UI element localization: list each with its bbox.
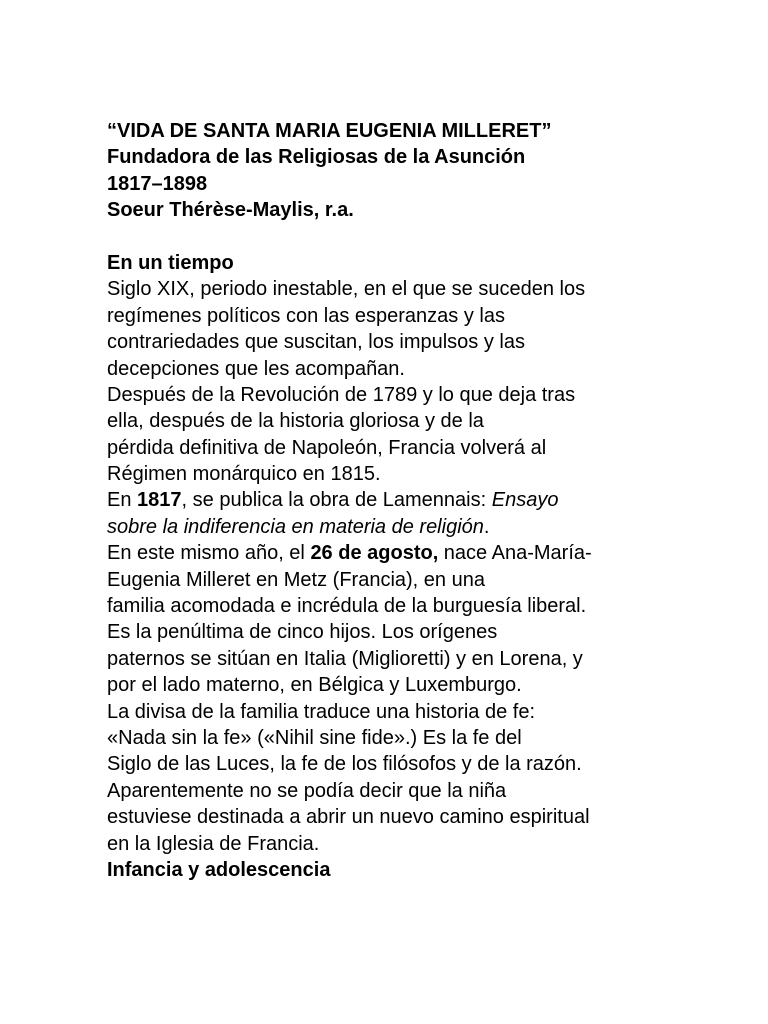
text-span: , se publica la obra de Lamennais:	[181, 489, 492, 512]
paragraph-line: Aparentemente no se podía decir que la niña	[107, 779, 507, 802]
book-title-italic-cont: sobre la indiferencia en materia de religión	[107, 515, 484, 538]
section-heading-infancia: Infancia y adolescencia	[107, 858, 331, 881]
paragraph-line: contrariedades que suscitan, los impulsos y las	[107, 331, 525, 354]
paragraph-line: decepciones que les acompañan.	[107, 357, 405, 380]
book-title-italic: Ensayo	[491, 489, 559, 512]
paragraph-line: paternos se sitúan en Italia (Miglioretti) y en Lorena, y	[107, 647, 583, 670]
year-1817-bold: 1817	[137, 489, 182, 512]
paragraph-line: Régimen monárquico en 1815.	[107, 463, 381, 486]
paragraph-line: Después de la Revolución de 1789 y lo que deja tras	[107, 383, 576, 406]
paragraph-line: Eugenia Milleret en Metz (Francia), en una	[107, 568, 485, 591]
paragraph-line: estuviese destinada a abrir un nuevo camino espiritual	[107, 806, 590, 829]
paragraph-line: pérdida definitiva de Napoleón, Francia volverá al	[107, 436, 547, 459]
paragraph-line: Es la penúltima de cinco hijos. Los orígenes	[107, 621, 498, 644]
paragraph-line: La divisa de la familia traduce una historia de fe:	[107, 700, 536, 723]
text-span: En este mismo año, el	[107, 542, 311, 565]
document-title: “VIDA DE SANTA MARIA EUGENIA MILLERET”	[107, 120, 552, 142]
section-heading-en-un-tiempo: En un tiempo	[107, 251, 234, 274]
paragraph-line: familia acomodada e incrédula de la burguesía liberal.	[107, 595, 587, 618]
text-span: .	[483, 515, 490, 538]
paragraph-line: en la Iglesia de Francia.	[107, 832, 320, 855]
paragraph-line-birth-date	[107, 540, 667, 566]
paragraph-line: Siglo de las Luces, la fe de los filósofos y de la razón.	[107, 753, 582, 776]
birth-date-bold: 26 de agosto,	[310, 542, 439, 565]
document-years: 1817–1898	[107, 172, 208, 195]
text-span: nace Ana-María-	[438, 542, 592, 565]
paragraph-line-1817	[107, 487, 667, 513]
paragraph-line: «Nada sin la fe» («Nihil sine fide».) Es la fe del	[107, 726, 522, 749]
paragraph-line-book-title	[107, 514, 667, 540]
paragraph-line: regímenes políticos con las esperanzas y las	[107, 304, 505, 327]
document-body	[107, 118, 667, 883]
paragraph-line: por el lado materno, en Bélgica y Luxemburgo.	[107, 674, 522, 697]
blank-line	[107, 224, 667, 250]
paragraph-line: Siglo XIX, periodo inestable, en el que se suceden los	[107, 278, 586, 301]
paragraph-line: ella, después de la historia gloriosa y de la	[107, 410, 484, 433]
text-span: En	[107, 489, 138, 512]
document-author: Soeur Thérèse-Maylis, r.a.	[107, 199, 354, 222]
document-subtitle: Fundadora de las Religiosas de la Asunción	[107, 146, 526, 169]
